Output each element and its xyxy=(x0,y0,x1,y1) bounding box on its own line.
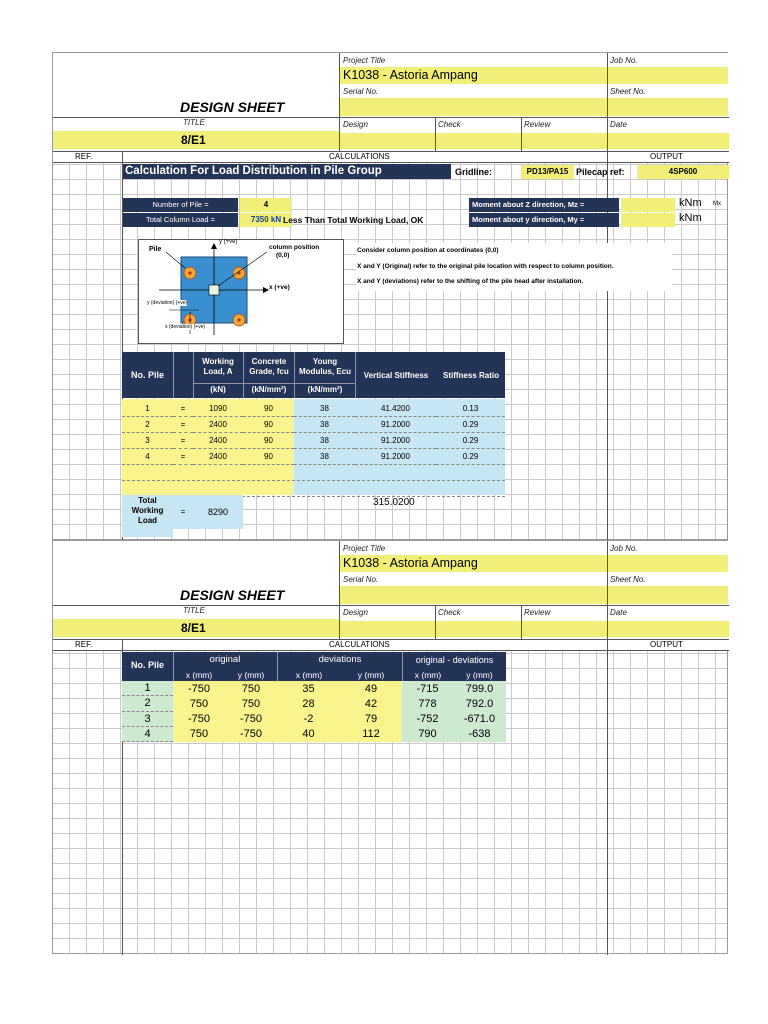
review-label-2: Review xyxy=(524,608,551,617)
title-label: TITLE xyxy=(183,118,205,127)
num-pile-value: 4 xyxy=(240,198,292,212)
dev-col-dy: y (mm) xyxy=(357,670,385,680)
dev-cell-oy: 750 xyxy=(241,682,261,695)
design-sheet-title: DESIGN SHEET xyxy=(180,99,285,115)
serial-no-field xyxy=(340,98,607,116)
pile-cell-stiffness: 91.2000 xyxy=(355,433,436,449)
dev-cell-rx: 778 xyxy=(418,697,437,710)
dev-col-ry: y (mm) xyxy=(466,670,493,680)
moment-y-value xyxy=(621,213,675,227)
date-label: Date xyxy=(610,120,627,129)
dev-col-rx: x (mm) xyxy=(414,670,442,680)
dev-cell-dy: 42 xyxy=(364,697,378,710)
pile-cell-grade: 90 xyxy=(243,417,294,433)
dev-cell-ry: 799.0 xyxy=(465,682,494,695)
project-title-label: Project Title xyxy=(343,56,386,65)
pile-cell-ratio: 0.13 xyxy=(436,401,505,417)
moment-y-label: Moment about y direction, My = xyxy=(469,213,619,227)
moment-z-value xyxy=(621,198,675,212)
pile-cell-load: 1090 xyxy=(193,401,243,417)
dev-col-oy: y (mm) xyxy=(237,670,265,680)
moment-y-unit: kNm xyxy=(679,212,702,224)
pile-cell-no: 1 xyxy=(122,401,173,417)
job-no-label-2: Job No. xyxy=(610,544,638,553)
total-working-load-label: Total Working Load xyxy=(122,495,173,537)
total-col-load-value: 7350 kN xyxy=(240,213,292,227)
project-title-label-2: Project Title xyxy=(343,544,386,553)
gridline-value: PD13/PA15 xyxy=(521,165,574,179)
num-pile-label: Number of Pile = xyxy=(123,198,238,212)
dev-cell-dx: 35 xyxy=(302,682,315,695)
pilecap-value: 4SP600 xyxy=(637,165,729,179)
column-position-label: column position xyxy=(269,244,320,251)
dev-cell-no: 2 xyxy=(122,696,173,711)
review-label: Review xyxy=(524,120,551,129)
design-sheet-2 xyxy=(52,540,728,954)
col-working-load-unit: (kN) xyxy=(210,385,226,394)
design-label-2: Design xyxy=(343,608,368,617)
dev-cell-oy: 750 xyxy=(241,697,261,710)
dev-col-ox: x (mm) xyxy=(185,670,213,680)
dev-cell-ry: -638 xyxy=(468,728,491,741)
dev-cell-rx: 790 xyxy=(418,728,437,741)
col-no-pile: No. Pile xyxy=(130,370,164,380)
check-label-2: Check xyxy=(438,608,461,617)
pile-layout-diagram xyxy=(138,239,344,344)
pile-label: Pile xyxy=(149,246,162,253)
pile-cell-stiffness: 41.4200 xyxy=(355,401,436,417)
dev-cell-oy: -750 xyxy=(239,713,263,726)
dev-cell-rx: -752 xyxy=(416,713,439,726)
col-vertical-stiffness: Vertical Stiffness xyxy=(363,371,429,380)
dev-cell-ry: -671.0 xyxy=(463,713,496,726)
col-concrete-grade: Concrete Grade, fcu xyxy=(249,357,289,376)
project-title-2: K1038 - Astoria Ampang xyxy=(340,555,607,572)
dev-cell-dy: 79 xyxy=(364,713,378,726)
moment-z-label: Moment about Z direction, Mz = xyxy=(469,198,619,212)
pile-cell-modulus: 38 xyxy=(294,417,355,433)
check-label: Check xyxy=(438,120,461,129)
dev-cell-dy: 112 xyxy=(362,728,380,741)
pile-cell-grade: 90 xyxy=(243,433,294,449)
pile-row-eq: = xyxy=(173,449,193,465)
job-no-field xyxy=(608,67,728,84)
dev-col-deviations: deviations xyxy=(318,654,362,665)
pile-cell-grade: 90 xyxy=(243,449,294,465)
dev-cell-no: 1 xyxy=(122,681,173,696)
pilecap-label: Pilecap ref: xyxy=(576,167,625,177)
col-working-load: Working Load, A xyxy=(202,357,234,376)
gridline-label: Gridline: xyxy=(455,167,493,177)
ref-label: REF. xyxy=(75,152,93,161)
stiffness-total: 315.0200 xyxy=(373,497,415,508)
origin-label: (0,0) xyxy=(276,252,290,259)
title-label-2: TITLE xyxy=(183,606,205,615)
pile-cell-modulus: 38 xyxy=(294,401,355,417)
note-1: Consider column position at coordinates (0,0) xyxy=(357,247,499,254)
dev-col-original: original xyxy=(209,654,241,665)
calculations-label-2: CALCULATIONS xyxy=(329,640,390,649)
dev-cell-ox: -750 xyxy=(187,713,211,726)
dev-col-dx: x (mm) xyxy=(295,670,323,680)
design-label: Design xyxy=(343,120,368,129)
col-stiffness-ratio: Stiffness Ratio xyxy=(442,371,499,380)
y-axis-label: y (+ve) xyxy=(219,239,238,245)
title-value-2: 8/E1 xyxy=(53,619,339,637)
dev-cell-no: 4 xyxy=(122,727,173,742)
title-value: 8/E1 xyxy=(53,131,339,149)
ref-label-2: REF. xyxy=(75,640,93,649)
output-label-2: OUTPUT xyxy=(650,640,683,649)
design-sheet-1 xyxy=(52,52,728,540)
pile-cell-ratio: 0.29 xyxy=(436,433,505,449)
pile-cell-load: 2400 xyxy=(193,433,243,449)
moment-z-unit: kNm xyxy=(679,197,702,209)
pile-cell-load: 2400 xyxy=(193,449,243,465)
dev-cell-ox: -750 xyxy=(187,682,211,695)
x-axis-label: x (+ve) xyxy=(269,284,290,291)
total-eq: = xyxy=(173,495,193,529)
pile-cell-no: 4 xyxy=(122,449,173,465)
total-col-load-label: Total Column Load = xyxy=(123,213,238,227)
pile-row-empty xyxy=(122,465,505,481)
calc-heading: Calculation For Load Distribution in Pile Group xyxy=(123,164,451,179)
serial-no-label-2: Serial No. xyxy=(343,575,379,584)
pile-row-eq: = xyxy=(173,401,193,417)
load-status: Less Than Total Working Load, OK xyxy=(283,215,424,225)
pile-cell-ratio: 0.29 xyxy=(436,449,505,465)
sheet-no-label: Sheet No. xyxy=(610,87,646,96)
note-3: X and Y (deviations) refer to the shifting of the pile head after installation. xyxy=(357,278,584,285)
output-label: OUTPUT xyxy=(650,152,683,161)
serial-no-label: Serial No. xyxy=(343,87,379,96)
dev-cell-ry: 792.0 xyxy=(465,697,494,710)
sheet-no-label-2: Sheet No. xyxy=(610,575,646,584)
pile-cell-stiffness: 91.2000 xyxy=(355,417,436,433)
col-concrete-grade-unit: (kN/mm²) xyxy=(251,385,287,394)
dev-col-no-pile: No. Pile xyxy=(130,660,164,670)
dev-cell-dx: -2 xyxy=(303,713,314,726)
col-young-modulus-unit: (kN/mm²) xyxy=(307,385,343,394)
y-deviation-label: y (deviation) (+ve) xyxy=(147,300,188,306)
x-deviation-label: x (deviation) (+ve) xyxy=(165,324,206,330)
dev-cell-ox: 750 xyxy=(189,728,209,741)
design-sheet-title-2: DESIGN SHEET xyxy=(180,587,285,603)
pile-cell-grade: 90 xyxy=(243,401,294,417)
total-working-load-value: 8290 xyxy=(193,495,243,529)
pile-cell-stiffness: 91.2000 xyxy=(355,449,436,465)
pile-cell-load: 2400 xyxy=(193,417,243,433)
dev-cell-dx: 40 xyxy=(302,728,315,741)
mx-note: Mx xyxy=(713,201,721,207)
date-label-2: Date xyxy=(610,608,627,617)
pile-row-eq: = xyxy=(173,433,193,449)
col-young-modulus: Young Modulus, Ecu xyxy=(299,357,351,376)
dev-col-orig-minus-dev: original - deviations xyxy=(415,655,494,665)
dev-cell-ox: 750 xyxy=(189,697,209,710)
pile-row-eq: = xyxy=(173,417,193,433)
pile-cell-modulus: 38 xyxy=(294,433,355,449)
pile-cell-ratio: 0.29 xyxy=(436,417,505,433)
dev-cell-oy: -750 xyxy=(239,728,263,741)
dev-cell-no: 3 xyxy=(122,712,173,727)
dev-cell-dx: 28 xyxy=(302,697,315,710)
dev-cell-dy: 49 xyxy=(364,682,378,695)
project-title: K1038 - Astoria Ampang xyxy=(340,67,607,84)
pile-cell-modulus: 38 xyxy=(294,449,355,465)
pile-cell-no: 3 xyxy=(122,433,173,449)
sheet-no-field xyxy=(608,98,728,116)
job-no-label: Job No. xyxy=(610,56,638,65)
dev-cell-rx: -715 xyxy=(416,682,439,695)
calculations-label: CALCULATIONS xyxy=(329,152,390,161)
note-2: X and Y (Original) refer to the original pile location with respect to column position. xyxy=(357,263,614,270)
pile-cell-no: 2 xyxy=(122,417,173,433)
